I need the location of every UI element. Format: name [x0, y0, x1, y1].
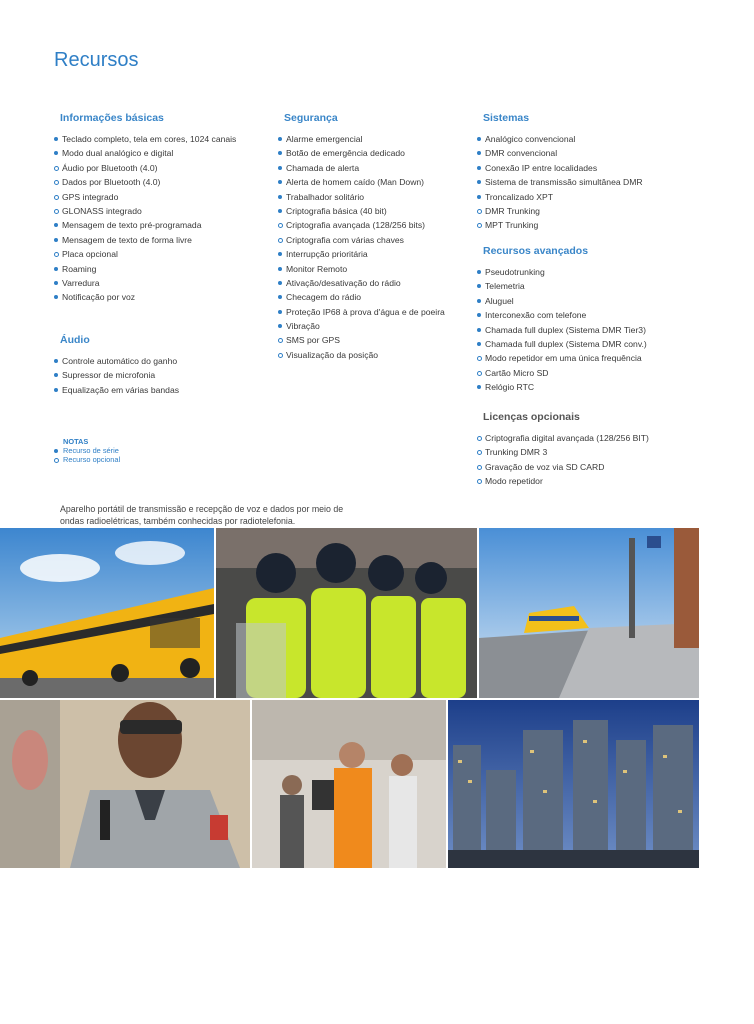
section-heading: Áudio — [60, 334, 90, 346]
feature-label: Placa opcional — [62, 249, 118, 260]
hollow-dot-icon — [278, 353, 283, 358]
hollow-dot-icon — [477, 223, 482, 228]
feature-list — [54, 354, 179, 397]
filled-dot-icon — [477, 137, 481, 141]
section-licenses — [477, 411, 649, 489]
hollow-dot-icon — [477, 356, 482, 361]
feature-label: Troncalizado XPT — [485, 191, 553, 202]
feature-item — [54, 218, 236, 232]
filled-dot-icon — [278, 295, 282, 299]
hollow-dot-icon — [477, 479, 482, 484]
photo-school-buses — [0, 528, 214, 698]
feature-item — [278, 276, 445, 290]
feature-label: Modo repetidor — [485, 476, 543, 487]
feature-item — [477, 265, 647, 279]
feature-label: SMS por GPS — [286, 335, 340, 346]
feature-item — [477, 431, 649, 445]
hollow-dot-icon — [477, 436, 482, 441]
filled-dot-icon — [278, 252, 282, 256]
feature-label: Gravação de voz via SD CARD — [485, 461, 605, 472]
filled-dot-icon — [54, 238, 58, 242]
filled-dot-icon — [477, 166, 481, 170]
filled-dot-icon — [54, 359, 58, 363]
feature-item — [278, 161, 445, 175]
section-security — [278, 112, 445, 362]
hollow-dot-icon — [54, 252, 59, 257]
photo-event-staff — [252, 700, 446, 868]
feature-label: Varredura — [62, 277, 100, 288]
hollow-dot-icon — [477, 209, 482, 214]
legend-standard-label: Recurso de série — [63, 446, 119, 455]
filled-dot-icon — [477, 195, 481, 199]
feature-label: Controle automático do ganho — [62, 356, 178, 366]
feature-item — [54, 146, 236, 160]
feature-item — [278, 175, 445, 189]
feature-item — [54, 290, 236, 304]
hollow-dot-icon — [278, 338, 283, 343]
feature-item — [54, 247, 236, 261]
feature-label: DMR convencional — [485, 148, 558, 159]
feature-label: Supressor de microfonia — [62, 370, 156, 381]
feature-item — [477, 380, 647, 394]
feature-item — [278, 190, 445, 204]
feature-label: Vibração — [286, 321, 320, 332]
feature-item — [477, 204, 643, 218]
feature-item — [54, 175, 236, 189]
feature-label: DMR Trunking — [485, 205, 540, 216]
section-systems — [477, 112, 643, 233]
feature-item — [54, 383, 179, 397]
hollow-dot-icon — [477, 450, 482, 455]
feature-item — [477, 175, 643, 189]
hollow-dot-icon — [278, 223, 283, 228]
feature-item — [278, 348, 445, 362]
filled-dot-icon — [278, 281, 282, 285]
hollow-dot-icon — [477, 371, 482, 376]
filled-dot-icon — [477, 313, 481, 317]
legend-optional-label: Recurso opcional — [63, 455, 121, 464]
filled-dot-icon — [477, 328, 481, 332]
feature-item — [477, 294, 647, 308]
feature-label: Modo dual analógico e digital — [62, 148, 174, 159]
feature-label: Chamada full duplex (Sistema DMR conv.) — [485, 338, 647, 349]
feature-item — [477, 337, 647, 351]
notes-heading: NOTAS — [63, 437, 89, 446]
feature-item — [278, 146, 445, 160]
feature-label: Ativação/desativação do rádio — [286, 277, 401, 288]
feature-item — [54, 132, 236, 146]
section-advanced — [477, 245, 647, 395]
filled-dot-icon — [54, 449, 58, 453]
hollow-dot-icon — [477, 465, 482, 470]
feature-label: Áudio por Bluetooth (4.0) — [62, 162, 158, 173]
feature-list — [477, 132, 643, 233]
feature-item — [54, 368, 179, 382]
feature-item — [477, 474, 649, 488]
feature-item — [278, 262, 445, 276]
feature-label: Interconexão com telefone — [485, 310, 587, 321]
feature-item — [278, 233, 445, 247]
feature-label: Criptografia digital avançada (128/256 BIT) — [485, 433, 649, 443]
feature-list — [54, 132, 236, 305]
filled-dot-icon — [278, 137, 282, 141]
feature-item — [477, 308, 647, 322]
section-heading: Informações básicas — [60, 112, 164, 124]
filled-dot-icon — [54, 295, 58, 299]
filled-dot-icon — [54, 137, 58, 141]
feature-item — [477, 132, 643, 146]
feature-item — [278, 204, 445, 218]
feature-label: GPS integrado — [62, 191, 119, 202]
feature-item — [477, 146, 643, 160]
feature-item — [278, 333, 445, 347]
filled-dot-icon — [477, 151, 481, 155]
feature-label: Cartão Micro SD — [485, 367, 549, 378]
feature-item — [477, 323, 647, 337]
feature-item — [54, 276, 236, 290]
filled-dot-icon — [54, 388, 58, 392]
feature-label: Proteção IP68 à prova d'água e de poeira — [286, 306, 445, 317]
section-audio — [54, 334, 179, 397]
feature-label: Modo repetidor em uma única frequência — [485, 353, 642, 364]
filled-dot-icon — [477, 342, 481, 346]
filled-dot-icon — [477, 180, 481, 184]
section-basic-info — [54, 112, 236, 305]
hollow-dot-icon — [278, 238, 283, 243]
feature-label: Criptografia com várias chaves — [286, 234, 404, 245]
section-heading: Recursos avançados — [483, 245, 589, 257]
legend-standard — [53, 446, 120, 455]
feature-item — [54, 354, 179, 368]
feature-label: MPT Trunking — [485, 220, 539, 231]
page-title: Recursos — [54, 49, 139, 72]
filled-dot-icon — [477, 284, 481, 288]
filled-dot-icon — [278, 324, 282, 328]
filled-dot-icon — [278, 310, 282, 314]
filled-dot-icon — [54, 151, 58, 155]
feature-label: Analógico convencional — [485, 134, 576, 144]
filled-dot-icon — [278, 180, 282, 184]
filled-dot-icon — [54, 373, 58, 377]
feature-item — [477, 351, 647, 365]
feature-label: Criptografia básica (40 bit) — [286, 205, 387, 216]
feature-label: Interrupção prioritária — [286, 249, 368, 260]
feature-label: Botão de emergência dedicado — [286, 148, 405, 159]
section-heading: Sistemas — [483, 112, 530, 124]
filled-dot-icon — [54, 267, 58, 271]
feature-list — [278, 132, 445, 362]
hollow-dot-icon — [54, 166, 59, 171]
feature-label: Mensagem de texto pré-programada — [62, 220, 202, 231]
feature-label: Telemetria — [485, 281, 525, 292]
hollow-dot-icon — [54, 209, 59, 214]
feature-label: Criptografia avançada (128/256 bits) — [286, 220, 426, 231]
feature-list — [477, 265, 647, 395]
feature-item — [54, 262, 236, 276]
feature-label: Checagem do rádio — [286, 292, 362, 303]
photo-police-officers — [216, 528, 477, 698]
feature-label: Trabalhador solitário — [286, 191, 365, 202]
feature-label: Sistema de transmissão simultânea DMR — [485, 177, 643, 188]
section-heading: Licenças opcionais — [483, 411, 580, 423]
feature-label: Teclado completo, tela em cores, 1024 canais — [62, 134, 237, 144]
hollow-dot-icon — [54, 195, 59, 200]
filled-dot-icon — [278, 209, 282, 213]
filled-dot-icon — [278, 151, 282, 155]
filled-dot-icon — [278, 166, 282, 170]
feature-label: Alarme emergencial — [286, 134, 363, 144]
feature-item — [477, 460, 649, 474]
feature-item — [278, 305, 445, 319]
filled-dot-icon — [278, 267, 282, 271]
feature-label: Trunking DMR 3 — [485, 447, 548, 458]
hollow-dot-icon — [54, 458, 59, 463]
feature-label: Visualização da posição — [286, 349, 379, 360]
feature-item — [477, 366, 647, 380]
feature-label: GLONASS integrado — [62, 205, 142, 216]
feature-label: Monitor Remoto — [286, 263, 348, 274]
feature-item — [477, 445, 649, 459]
feature-label: Conexão IP entre localidades — [485, 162, 598, 173]
feature-label: Chamada de alerta — [286, 162, 360, 173]
feature-item — [278, 247, 445, 261]
section-heading: Segurança — [284, 112, 338, 124]
filled-dot-icon — [477, 299, 481, 303]
product-description: Aparelho portátil de transmissão e recepção de voz e dados por meio de ondas radioelétricas, também conhecidas por radiotelefonia. — [60, 504, 344, 526]
feature-item — [54, 190, 236, 204]
filled-dot-icon — [477, 270, 481, 274]
filled-dot-icon — [54, 281, 58, 285]
feature-label: Aluguel — [485, 295, 514, 306]
feature-label: Chamada full duplex (Sistema DMR Tier3) — [485, 324, 646, 335]
feature-item — [477, 218, 643, 232]
legend-optional — [53, 455, 120, 464]
feature-item — [278, 132, 445, 146]
feature-label: Equalização em várias bandas — [62, 384, 180, 395]
filled-dot-icon — [477, 385, 481, 389]
feature-item — [278, 218, 445, 232]
feature-label: Mensagem de texto de forma livre — [62, 234, 192, 245]
filled-dot-icon — [54, 223, 58, 227]
photo-train-station — [479, 528, 699, 698]
feature-item — [477, 279, 647, 293]
feature-item — [54, 204, 236, 218]
feature-item — [278, 290, 445, 304]
feature-item — [477, 190, 643, 204]
feature-label: Notificação por voz — [62, 292, 136, 303]
feature-list — [477, 431, 649, 489]
hollow-dot-icon — [54, 180, 59, 185]
feature-label: Relógio RTC — [485, 382, 535, 393]
feature-item — [477, 161, 643, 175]
photo-security-guard — [0, 700, 250, 868]
photo-city-skyline — [448, 700, 699, 868]
feature-label: Dados por Bluetooth (4.0) — [62, 177, 161, 188]
feature-label: Roaming — [62, 263, 97, 274]
feature-label: Pseudotrunking — [485, 267, 545, 277]
feature-item — [278, 319, 445, 333]
feature-item — [54, 161, 236, 175]
notes-legend — [53, 437, 120, 464]
feature-item — [54, 233, 236, 247]
filled-dot-icon — [278, 195, 282, 199]
feature-label: Alerta de homem caído (Man Down) — [286, 177, 425, 188]
